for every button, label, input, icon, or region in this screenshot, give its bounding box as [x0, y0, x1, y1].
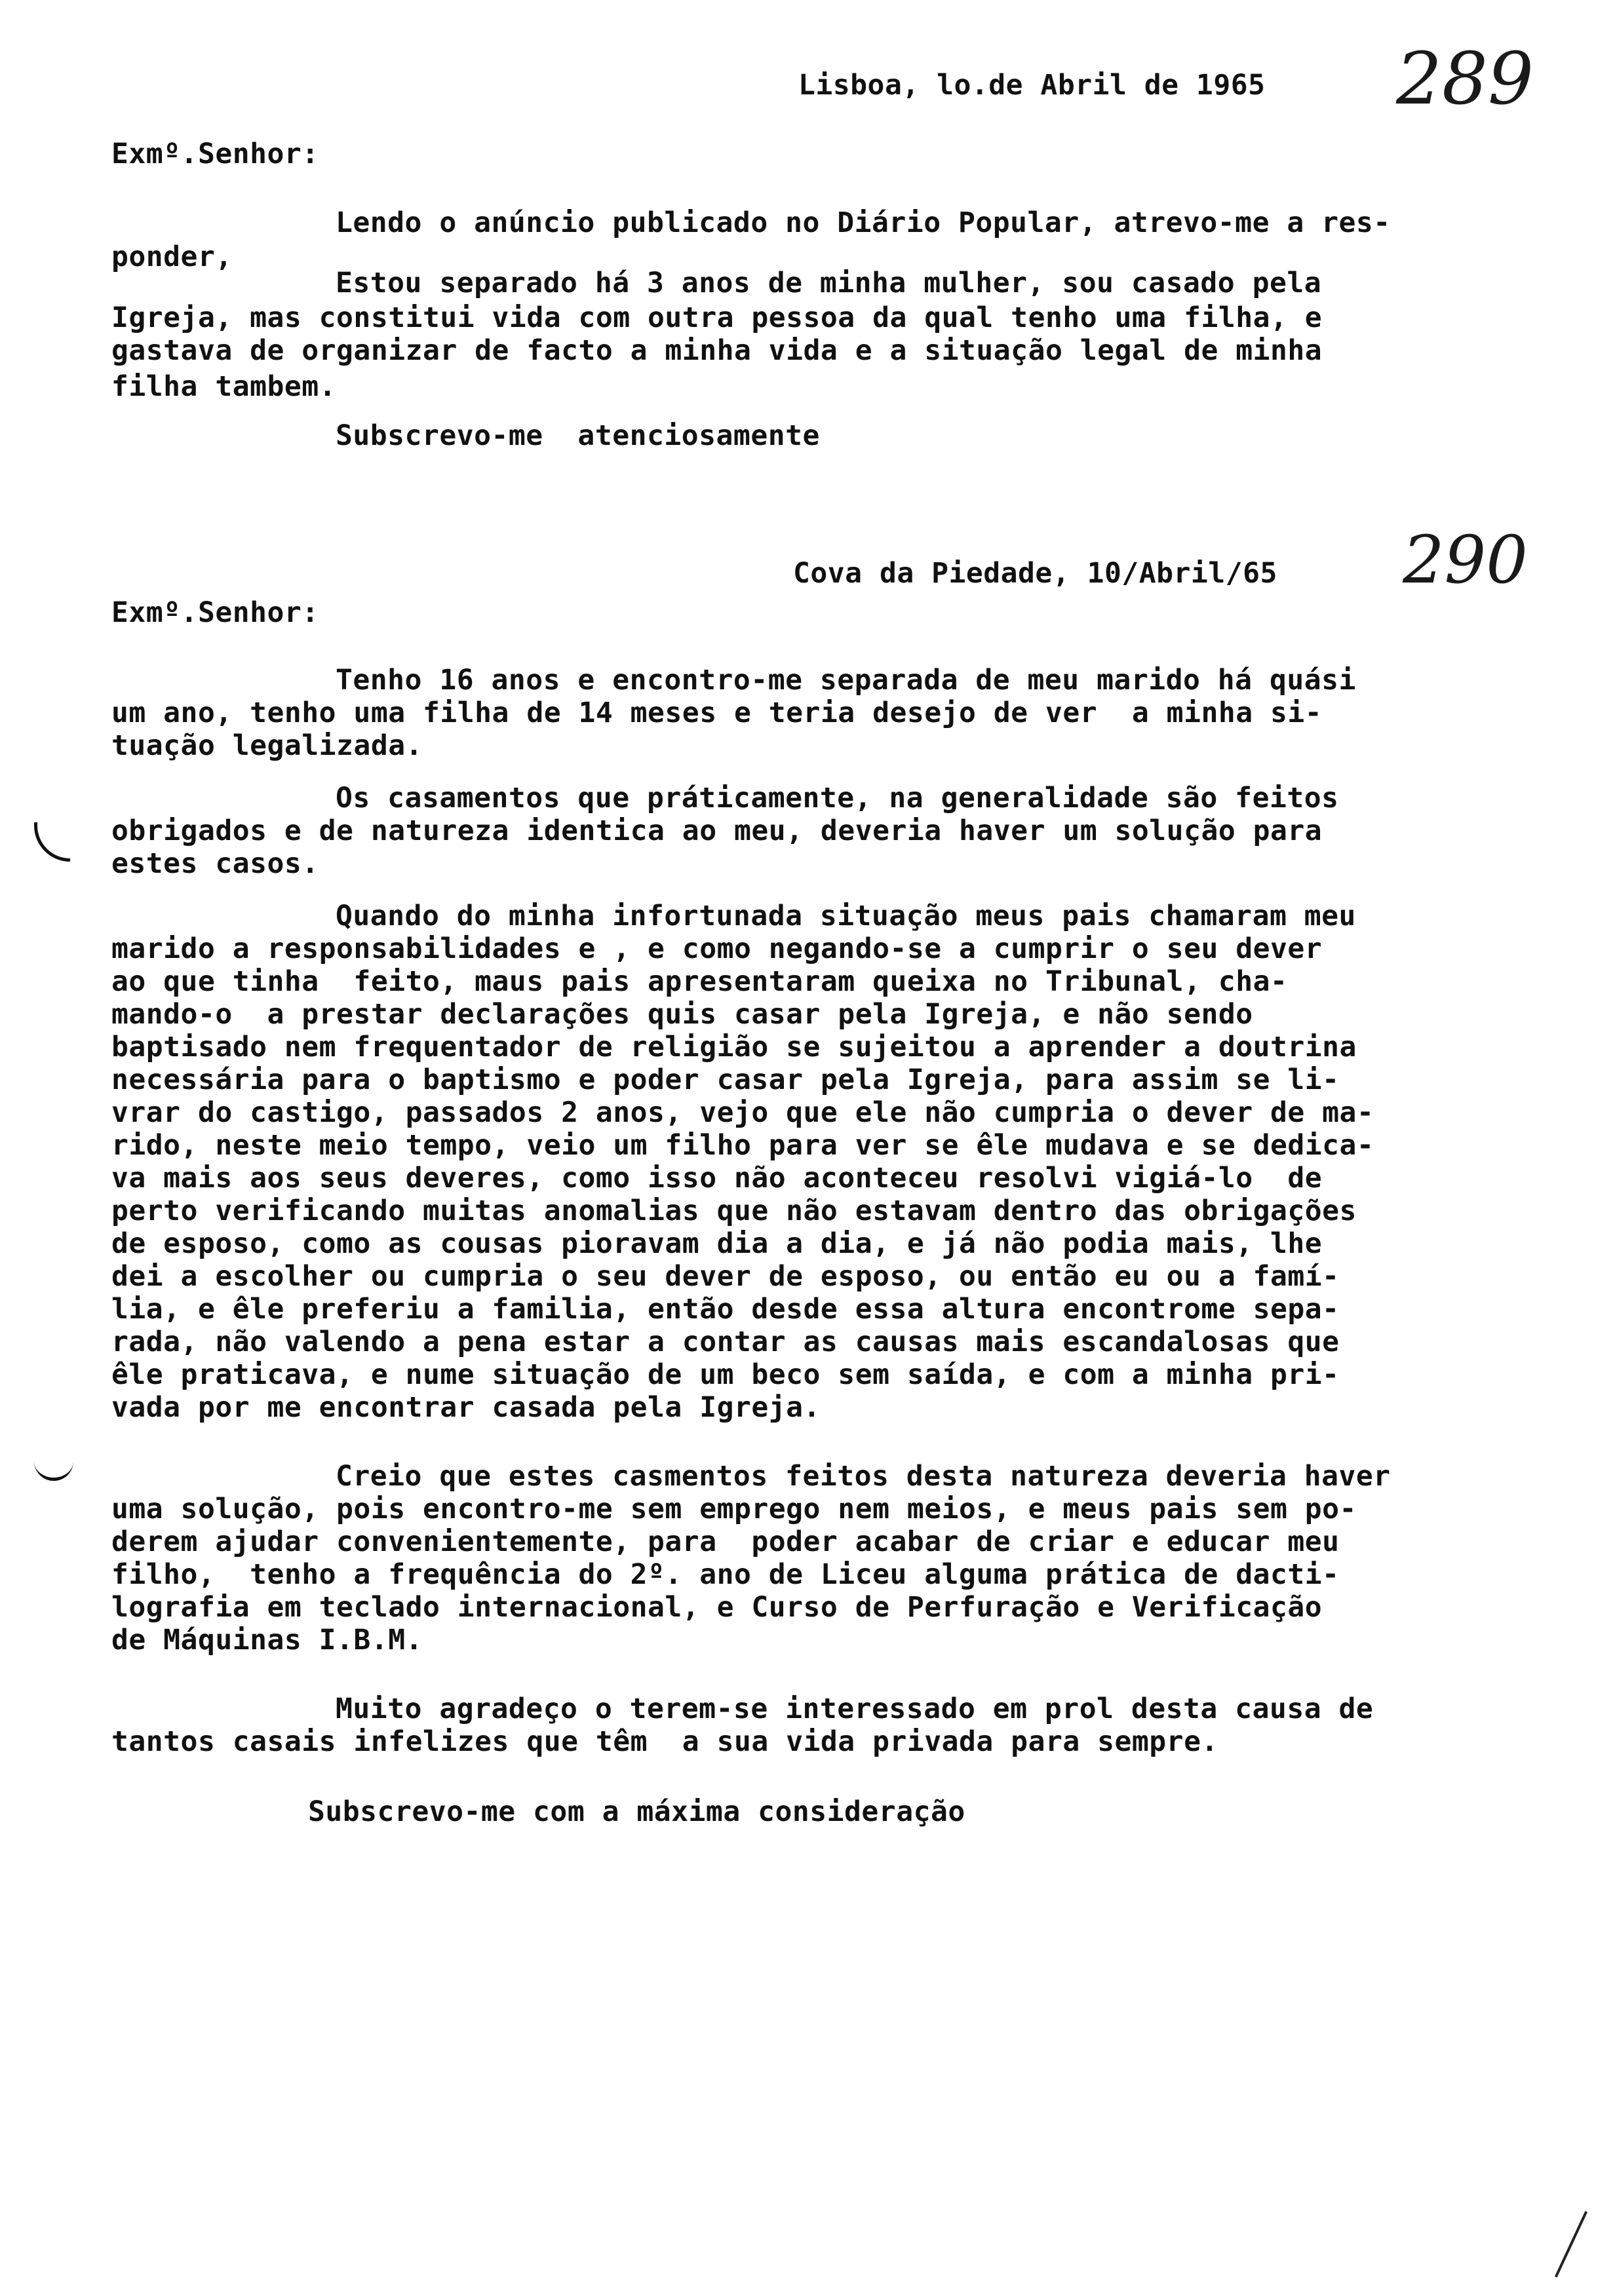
letter1-file-number: 289 [1396, 37, 1534, 121]
letter1-closing: Subscrevo-me atenciosamente [336, 419, 820, 452]
letter2-line: tantos casais infelizes que têm a sua vida privada para sempre. [111, 1725, 1218, 1758]
letter2-line: marido a responsabilidades e , e como negando-se a cumprir o seu dever [111, 932, 1323, 965]
letter1-line: Estou separado há 3 anos de minha mulher, sou casado pela [336, 267, 1322, 299]
letter2-salutation: Exmº.Senhor: [111, 596, 319, 629]
letter2-line: Muito agradeço o terem-se interessado em prol desta causa de [336, 1693, 1374, 1725]
letter2-line: lia, e êle preferiu a familia, então desde essa altura encontrome sepa- [111, 1293, 1340, 1326]
margin-bracket-mark [34, 822, 70, 862]
letter1-line: ponder, [111, 240, 233, 273]
letter2-line: Quando do minha infortunada situação meus pais chamaram meu [336, 900, 1356, 932]
letter2-line: baptisado nem frequentador de religião se sujeitou a aprender a doutrina [111, 1031, 1357, 1063]
letter2-line: tuação legalizada. [111, 729, 423, 762]
letter1-line: Lendo o anúncio publicado no Diário Popular, atrevo-me a res- [336, 206, 1391, 239]
letter2-line: necessária para o baptismo e poder casar pela Igreja, para assim se li- [111, 1063, 1340, 1096]
letter2-line: dei a escolher ou cumpria o seu dever de esposo, ou então eu ou a famí- [111, 1260, 1340, 1293]
letter2-line: uma solução, pois encontro-me sem emprego nem meios, e meus pais sem po- [111, 1493, 1357, 1525]
letter2-line: derem ajudar convenientemente, para poder acabar de criar e educar meu [111, 1525, 1340, 1558]
letter2-line: Creio que estes casmentos feitos desta natureza deveria haver [336, 1460, 1391, 1493]
letter2-line: rido, neste meio tempo, veio um filho para ver se êle mudava e se dedica- [111, 1129, 1374, 1162]
letter2-line: va mais aos seus deveres, como isso não aconteceu resolvi vigiá-lo de [111, 1162, 1323, 1195]
letter2-line: rada, não valendo a pena estar a contar as causas mais escandalosas que [111, 1326, 1340, 1358]
letter1-line: filha tambem. [111, 370, 337, 403]
letter2-line: êle praticava, e nume situação de um beco sem saída, e com a minha pri- [111, 1358, 1340, 1391]
letter2-line: perto verificando muitas anomalias que não estavam dentro das obrigações [111, 1195, 1357, 1227]
letter1-place-date: Lisboa, lo.de Abril de 1965 [798, 69, 1266, 102]
letter1-salutation: Exmº.Senhor: [111, 138, 319, 170]
letter1-line: gastava de organizar de facto a minha vida e a situação legal de minha [111, 334, 1323, 367]
letter2-line: obrigados e de natureza identica ao meu, deveria haver um solução para [111, 814, 1323, 847]
letter2-line: de Máquinas I.B.M. [111, 1624, 423, 1656]
letter1-line: Igreja, mas constitui vida com outra pessoa da qual tenho uma filha, e [111, 301, 1323, 334]
letter2-line: de esposo, como as cousas pioravam dia a dia, e já não podia mais, lhe [111, 1227, 1323, 1260]
letter2-line: vrar do castigo, passados 2 anos, vejo que ele não cumpria o dever de ma- [111, 1096, 1374, 1129]
letter2-line: filho, tenho a frequência do 2º. ano de Liceu alguma prática de dacti- [111, 1558, 1340, 1591]
letter2-line: estes casos. [111, 847, 319, 880]
letter2-line: vada por me encontrar casada pela Igreja. [111, 1391, 821, 1424]
letter2-closing: Subscrevo-me com a máxima consideração [308, 1795, 965, 1828]
letter2-line: mando-o a prestar declarações quis casar pela Igreja, e não sendo [111, 998, 1253, 1031]
letter2-file-number: 290 [1403, 522, 1528, 598]
letter2-line: Os casamentos que práticamente, na generalidade são feitos [336, 782, 1339, 814]
letter2-place-date: Cova da Piedade, 10/Abril/65 [793, 557, 1277, 590]
letter2-line: um ano, tenho uma filha de 14 meses e teria desejo de ver a minha si- [111, 697, 1323, 729]
margin-bracket-mark [34, 1451, 73, 1481]
letter2-line: Tenho 16 anos e encontro-me separada de meu marido há quási [336, 664, 1356, 697]
letter2-line: lografia em teclado internacional, e Curso de Perfuração e Verificação [111, 1591, 1323, 1624]
margin-stroke-mark [1555, 2211, 1587, 2277]
letter2-line: ao que tinha feito, maus pais apresentaram queixa no Tribunal, cha- [111, 965, 1288, 998]
